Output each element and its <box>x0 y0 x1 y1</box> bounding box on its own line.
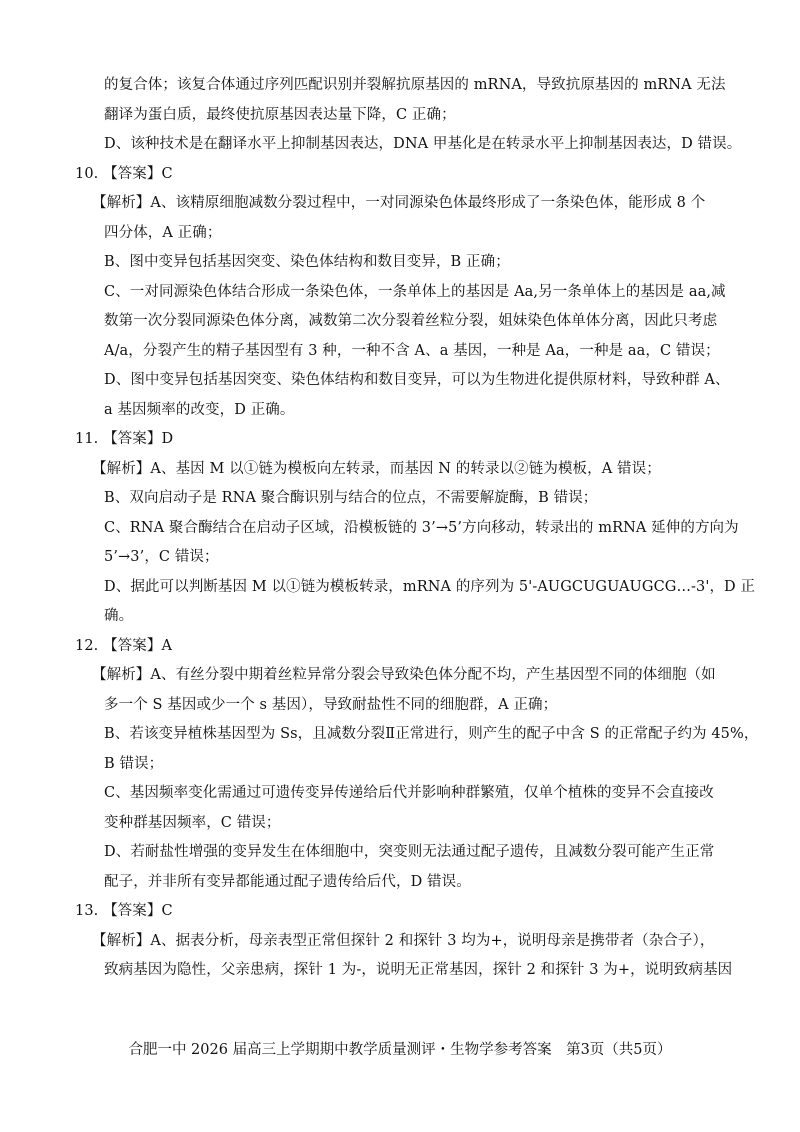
text-line: 5’→3’，C 错误； <box>104 549 219 565</box>
text-line: 数第一次分裂同源染色体分离，减数第二次分裂着丝粒分裂，姐妹染色体单体分离，因此只考虑 <box>104 313 718 329</box>
text-line: D、据此可以判断基因 M 以①链为模板转录，mRNA 的序列为 5'-AUGCUGUAUGCG…-3'，D 正 <box>104 578 756 595</box>
answer-explanations <box>0 71 800 986</box>
text-line: 致病基因为隐性，父亲患病，探针 1 为-，说明无正常基因，探针 2 和探针 3 为+，说明致病基因 <box>104 962 733 978</box>
text-line: 配子，并非所有变异都能通过配子遗传给后代，D 错误。 <box>104 873 471 890</box>
text-line: D、该种技术是在翻译水平上抑制基因表达，DNA 甲基化是在转录水平上抑制基因表达，D 错误。 <box>104 136 742 152</box>
text-line: C、RNA 聚合酶结合在启动子区域，沿模板链的 3’→5’方向移动，转录出的 mRNA 延伸的方向为 <box>104 519 739 536</box>
text-line: C、一对同源染色体结合形成一条染色体，一条单体上的基因是 Aa,另一条单体上的基因是 aa,减 <box>104 283 726 300</box>
explanation-start-line: 【解析】A、据表分析，母亲表型正常但探针 2 和探针 3 均为+，说明母亲是携带者（杂合子）， <box>92 932 715 949</box>
text-line: 多一个 S 基因或少一个 s 基因），导致耐盐性不同的细胞群，A 正确； <box>104 696 558 713</box>
text-line: D、图中变异包括基因突变、染色体结构和数目变异，可以为生物进化提供原材料，导致种群 A、 <box>104 372 730 388</box>
text-line: C、基因频率变化需通过可遗传变异传递给后代并影响种群繁殖，仅单个植株的变异不会直接改 <box>104 785 714 801</box>
text-line: a 基因频率的改变，D 正确。 <box>104 401 295 418</box>
text-line: 翻译为蛋白质，最终使抗原基因表达量下降，C 正确； <box>104 106 456 123</box>
text-line: 四分体，A 正确； <box>104 224 222 241</box>
answer-heading: 10. 【答案】C <box>75 165 173 182</box>
answer-heading: 13. 【答案】C <box>75 903 173 919</box>
text-line: 确。 <box>104 608 134 624</box>
text-line: D、若耐盐性增强的变异发生在体细胞中，突变则无法通过配子遗传，且减数分裂可能产生正常 <box>104 844 715 860</box>
answer-heading: 11. 【答案】D <box>75 431 174 447</box>
explanation-start-line: 【解析】A、有丝分裂中期着丝粒异常分裂会导致染色体分配不均，产生基因型不同的体细胞（如 <box>92 667 716 683</box>
text-line: B 错误； <box>104 755 164 772</box>
explanation-start-line: 【解析】A、该精原细胞减数分裂过程中，一对同源染色体最终形成了一条染色体，能形成 8 个 <box>92 195 706 211</box>
text-line: A/a，分裂产生的精子基因型有 3 种，一种不含 A、a 基因，一种是 Aa，一种是 aa，C 错误； <box>104 342 720 359</box>
page-footer: 合肥一中 2026 届高三上学期期中教学质量测评・生物学参考答案 第3页（共5页） <box>128 1042 672 1058</box>
text-line: 的复合体；该复合体通过序列匹配识别并裂解抗原基因的 mRNA，导致抗原基因的 mRNA 无法 <box>104 77 726 93</box>
text-line: B、双向启动子是 RNA 聚合酶识别与结合的位点，不需要解旋酶，B 错误； <box>104 490 598 506</box>
text-line: B、图中变异包括基因突变、染色体结构和数目变异，B 正确； <box>104 254 510 270</box>
explanation-start-line: 【解析】A、基因 M 以①链为模板向左转录，而基因 N 的转录以②链为模板，A 错误； <box>92 460 661 477</box>
answer-heading: 12. 【答案】A <box>75 637 173 654</box>
text-line: B、若该变异植株基因型为 Ss，且减数分裂Ⅱ正常进行，则产生的配子中含 S 的正常配子约为 45%， <box>104 726 759 742</box>
text-line: 变种群基因频率，C 错误； <box>104 814 281 831</box>
